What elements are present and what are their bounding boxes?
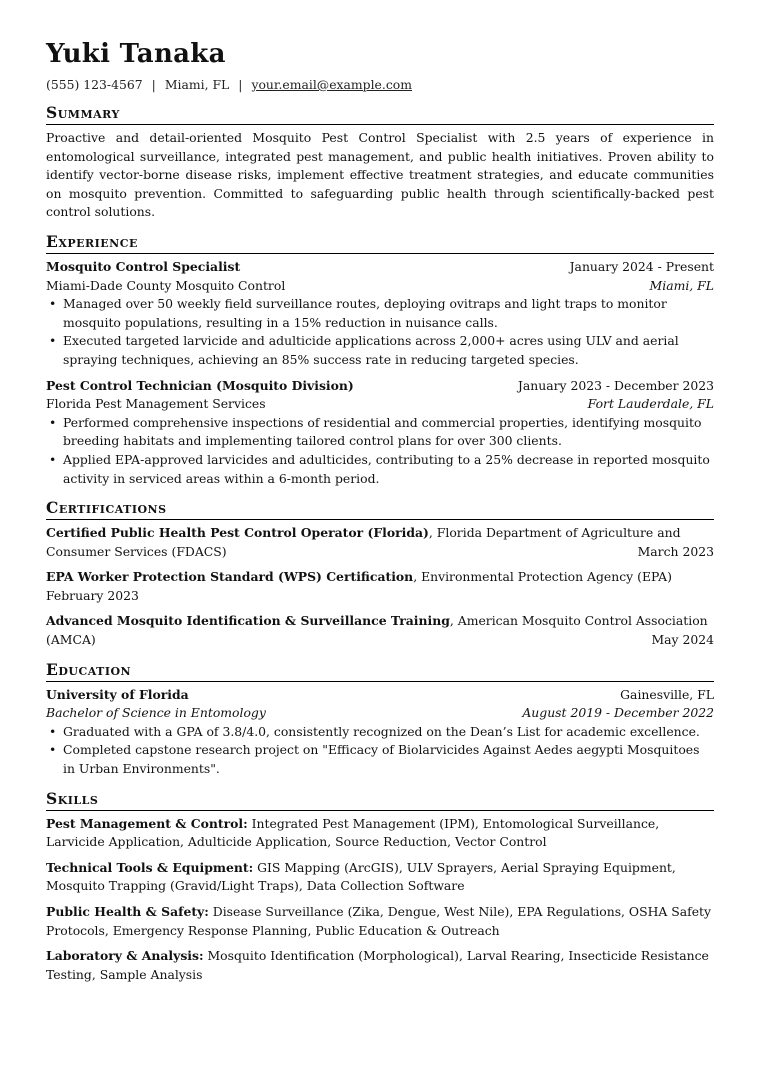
certification-name: Advanced Mosquito Identification & Surveillance Training xyxy=(46,613,450,629)
job-bullets xyxy=(46,414,714,488)
skill-label: Technical Tools & Equipment: xyxy=(46,859,254,875)
section-heading-education: Education xyxy=(46,660,714,682)
job-title: Mosquito Control Specialist xyxy=(46,258,241,274)
education-bullets xyxy=(46,723,714,779)
school-location: Gainesville, FL xyxy=(620,686,714,702)
degree: Bachelor of Science in Entomology xyxy=(46,705,266,721)
skill-text: Mosquito Identification (Morphological), Larval Rearing, Insecticide Resistance Testing, Sample Analysis xyxy=(46,948,709,982)
skill-text: Disease Surveillance (Zika, Dengue, West Nile), EPA Regulations, OSHA Safety Protocols, Emergency Response Planning, Public Education & Outreach xyxy=(46,904,712,938)
skill-label: Public Health & Safety: xyxy=(46,904,209,919)
certification-issuer-cont: (AMCA) xyxy=(46,632,96,648)
contact-separator: | xyxy=(238,77,243,92)
skill-group xyxy=(46,947,714,984)
experience-section xyxy=(46,232,714,488)
certification-entry xyxy=(46,524,714,561)
skill-group xyxy=(46,859,714,896)
candidate-name: Yuki Tanaka xyxy=(46,39,226,69)
certification-entry xyxy=(46,568,714,605)
section-heading-summary: Summary xyxy=(46,103,714,125)
company-name: Florida Pest Management Services xyxy=(46,396,266,412)
list-item: • Managed over 50 weekly field surveillance routes, deploying ovitraps and light traps to monitor mosquito populations, resulting in a 15% reduction in nuisance calls. xyxy=(46,295,714,332)
list-item: • Graduated with a GPA of 3.8/4.0, consistently recognized on the Dean’s List for academic excellence. xyxy=(46,723,714,742)
list-item: • Performed comprehensive inspections of residential and commercial properties, identifying mosquito breeding habitats and implementing tailored control plans for over 300 clients. xyxy=(46,414,714,451)
certification-name: Certified Public Health Pest Control Operator (Florida) xyxy=(46,525,429,541)
job-dates: January 2023 - December 2023 xyxy=(517,377,714,393)
job-location: Miami, FL xyxy=(649,277,714,293)
contact-separator: | xyxy=(151,77,156,92)
list-item: • Executed targeted larvicide and adulticide applications across 2,000+ acres using ULV and aerial spraying techniques, achieving an 85% success rate in reducing targeted species. xyxy=(46,332,714,369)
certification-date: February 2023 xyxy=(46,587,139,603)
skill-label: Pest Management & Control: xyxy=(46,815,248,831)
section-heading-certifications: Certifications xyxy=(46,498,714,520)
company-name: Miami-Dade County Mosquito Control xyxy=(46,277,286,293)
section-heading-experience: Experience xyxy=(46,232,714,254)
location: Miami, FL xyxy=(164,77,230,92)
contact-line xyxy=(46,76,714,93)
certifications-section xyxy=(46,498,714,650)
skill-group xyxy=(46,815,714,852)
skill-text: GIS Mapping (ArcGIS), ULV Sprayers, Aerial Spraying Equipment, Mosquito Trapping (Gravid/Light Traps), Data Collection Software xyxy=(46,859,676,894)
skill-group xyxy=(46,903,714,940)
certification-issuer-cont: Consumer Services (FDACS) xyxy=(46,543,227,559)
job-bullets xyxy=(46,295,714,369)
certification-issuer: , Environmental Protection Agency (EPA) xyxy=(413,569,672,585)
job-entry xyxy=(46,258,714,370)
education-section xyxy=(46,660,714,779)
list-item: • Applied EPA-approved larvicides and adulticides, contributing to a 25% decrease in reported mosquito activity in serviced areas within a 6-month period. xyxy=(46,451,714,488)
education-dates: August 2019 - December 2022 xyxy=(522,705,714,721)
phone-number: (555) 123-4567 xyxy=(46,77,143,92)
certification-date: March 2023 xyxy=(637,543,714,559)
certification-issuer: , Florida Department of Agriculture and xyxy=(428,525,681,541)
skills-section xyxy=(46,789,714,985)
certification-name: EPA Worker Protection Standard (WPS) Certification xyxy=(46,569,414,585)
certification-date: May 2024 xyxy=(651,632,714,648)
job-title: Pest Control Technician (Mosquito Division) xyxy=(46,377,354,393)
skill-label: Laboratory & Analysis: xyxy=(46,948,204,964)
list-item: • Completed capstone research project on "Efficacy of Biolarvicides Against Aedes aegypti Mosquitoes in Urban Environments". xyxy=(46,741,714,778)
certification-entry xyxy=(46,612,714,649)
resume-header xyxy=(46,38,714,93)
job-entry xyxy=(46,377,714,489)
email-link[interactable]: your.email@example.com xyxy=(251,77,412,92)
school-name: University of Florida xyxy=(46,686,189,702)
job-location: Fort Lauderdale, FL xyxy=(587,396,714,412)
skill-text: Integrated Pest Management (IPM), Entomological Surveillance, Larvicide Application, Adulticide Application, Source Reduction, Vector Control xyxy=(46,815,660,850)
job-dates: January 2024 - Present xyxy=(569,258,714,274)
section-heading-skills: Skills xyxy=(46,789,714,811)
summary-section xyxy=(46,103,714,222)
summary-text: Proactive and detail-oriented Mosquito Pest Control Specialist with 2.5 years of experience in entomological surveillance, integrated pest management, and public health initiatives. Proven ability to identify vector-borne disease risks, implement effective treatment strategies, and educate communities on mosquito prevention. Committed to safeguarding public health through scientifically-backed pest control solutions. xyxy=(46,130,714,220)
certification-issuer: , American Mosquito Control Association xyxy=(449,613,708,629)
